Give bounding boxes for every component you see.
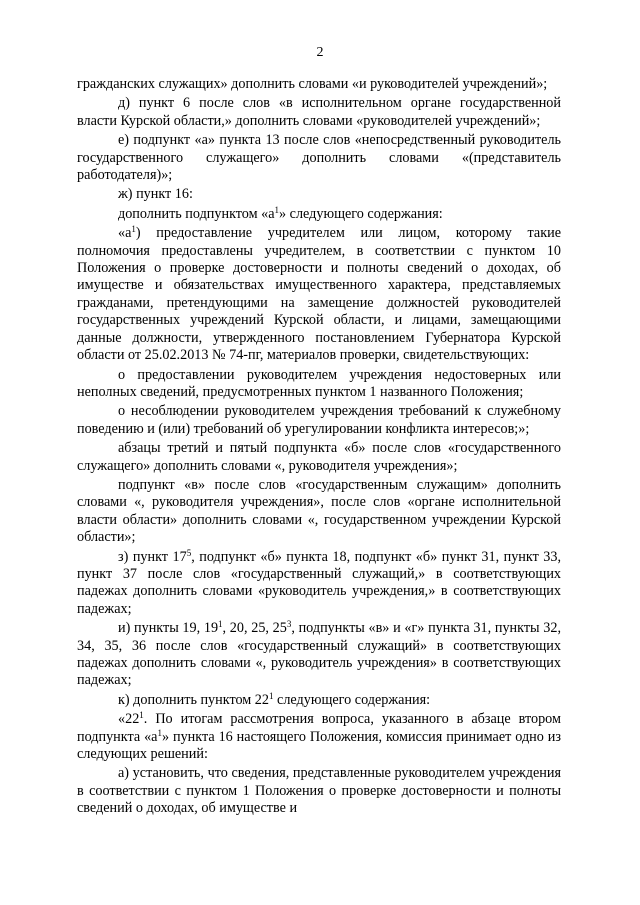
superscript: 1 bbox=[218, 619, 223, 630]
superscript: 1 bbox=[269, 690, 274, 701]
paragraph-text: » пункта 16 настоящего Положения, комиссия принимает одно из следующих решений: bbox=[77, 728, 561, 763]
paragraph-text: подпункт «в» после слов «государственным служащим» дополнить словами «, руководителя учреждения», после слов «органе исполнительной власти области» дополнить словами «, государственном учреждении Курской области»; bbox=[77, 476, 561, 546]
paragraph bbox=[77, 440, 561, 475]
paragraph-text: , 20, 25, 25 bbox=[222, 620, 287, 637]
superscript: 1 bbox=[274, 204, 280, 215]
paragraph-text: дополнить подпунктом «а bbox=[118, 205, 275, 222]
paragraph bbox=[77, 620, 561, 690]
paragraph bbox=[77, 76, 561, 93]
paragraph-text: и) пункты 19, 19 bbox=[118, 620, 219, 637]
paragraph-text: о предоставлении руководителем учреждения недостоверных или неполных сведений, предусмотренных пунктом 1 названного Положения; bbox=[77, 366, 561, 400]
paragraph bbox=[77, 367, 561, 402]
paragraph-text: «22 bbox=[118, 711, 140, 728]
paragraph-text: а) установить, что сведения, представленные руководителем учреждения в соответствии с пунктом 1 Положения о проверке достоверности и полноты сведений о доходах, об имуществе и bbox=[77, 765, 561, 817]
paragraph-text: е) подпункт «а» пункта 13 после слов «непосредственный руководитель государственного служащего» дополнить словами «(представитель работодателя)»; bbox=[77, 132, 561, 184]
paragraph bbox=[77, 711, 561, 763]
paragraph-text: о несоблюдении руководителем учреждения требований к служебному поведению и (или) требований об урегулировании конфликта интересов;»; bbox=[77, 403, 561, 437]
paragraph bbox=[77, 477, 561, 547]
paragraph bbox=[77, 692, 561, 709]
paragraph-text: з) пункт 17 bbox=[118, 548, 187, 565]
paragraph-text: к) дополнить пунктом 22 bbox=[118, 691, 269, 708]
paragraph-text: абзацы третий и пятый подпункта «б» после слов «государственного служащего» дополнить словами «, руководителя учреждения»; bbox=[77, 440, 561, 474]
paragraph bbox=[77, 549, 561, 619]
paragraph bbox=[77, 95, 561, 130]
paragraph-text: д) пункт 6 после слов «в исполнительном органе государственной власти Курской области,» дополнить словами «руководителей учреждений»; bbox=[77, 95, 561, 129]
superscript: 5 bbox=[186, 547, 192, 558]
paragraph-text: ж) пункт 16: bbox=[118, 186, 193, 203]
superscript: 1 bbox=[131, 224, 136, 235]
paragraph bbox=[77, 403, 561, 438]
paragraph bbox=[77, 186, 561, 203]
paragraph-text: , подпункты «в» и «г» пункта 31, пункты 32, 34, 35, 36 после слов «государственный служащий» в соответствующих падежах дополнить словами «, руководитель учреждения» в соответствующих падежах; bbox=[77, 620, 561, 689]
paragraph bbox=[77, 225, 561, 364]
paragraph-text: ) предоставление учредителем или лицом, которому такие полномочия предоставлены учредителем, в соответствии с пунктом 10 Положения о проверке достоверности и полноты сведений о доходах, об имуществе и обязательствах имущественного характера, представляемых гражданами, претендующими на замещение должностей руководителей государственных учреждений Курской области, и лицами, замещающими данные должности, утвержденного постановлением Губернатора Курской области от 25.02.2013 № 74-пг, материалов проверки, свидетельствующих: bbox=[77, 225, 561, 364]
paragraph-text: , подпункт «б» пункта 18, подпункт «б» пункт 31, пункт 33, пункт 37 после слов «государственный служащий,» в соответствующих падежах дополнить словами «руководитель учреждения,» в соответствующих падежах; bbox=[77, 548, 562, 617]
page-number: 2 bbox=[316, 45, 324, 60]
document-body bbox=[77, 76, 561, 820]
paragraph bbox=[77, 765, 561, 817]
paragraph-text: . По итогам рассмотрения вопроса, указанного в абзаце втором подпункта «а bbox=[77, 711, 561, 745]
paragraph-text: следующего содержания: bbox=[273, 691, 431, 708]
superscript: 1 bbox=[157, 727, 162, 738]
superscript: 1 bbox=[139, 710, 144, 721]
paragraph-text: «а bbox=[118, 225, 132, 242]
superscript: 3 bbox=[286, 619, 292, 630]
paragraph bbox=[77, 206, 561, 223]
paragraph-text: гражданских служащих» дополнить словами «и руководителей учреждений»; bbox=[77, 76, 548, 92]
paragraph bbox=[77, 132, 561, 184]
paragraph-text: » следующего содержания: bbox=[279, 205, 443, 222]
